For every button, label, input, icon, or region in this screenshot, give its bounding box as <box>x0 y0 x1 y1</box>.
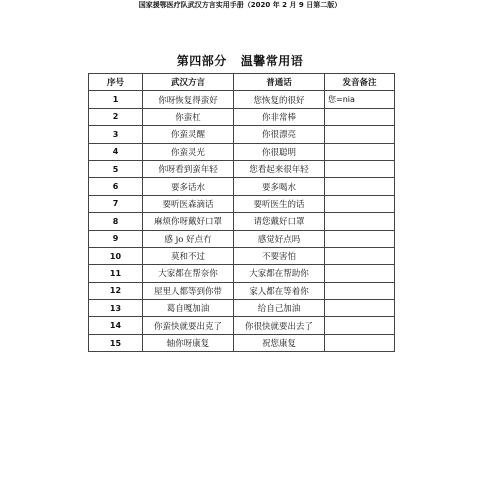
row-number: 11 <box>89 265 143 282</box>
row-number: 4 <box>89 143 143 160</box>
mandarin-cell: 您看起来很年轻 <box>234 160 325 177</box>
dialect-cell: 要多话水 <box>143 178 234 195</box>
header-mandarin: 普通话 <box>234 74 325 91</box>
table-row <box>89 108 395 125</box>
header-dialect: 武汉方言 <box>143 74 234 91</box>
mandarin-cell: 你很聪明 <box>234 143 325 160</box>
row-number: 1 <box>89 91 143 108</box>
table-row <box>89 230 395 247</box>
document-header: 国家援鄂医疗队武汉方言实用手册（2020 年 2 月 9 日第二版） <box>138 1 342 9</box>
table-row <box>89 91 395 108</box>
pronunciation-note-cell <box>325 108 395 125</box>
pronunciation-note-cell <box>325 178 395 195</box>
table-row <box>89 178 395 195</box>
mandarin-cell: 你很快就要出去了 <box>234 317 325 334</box>
dialect-cell: 你蛮杠 <box>143 108 234 125</box>
row-number: 5 <box>89 160 143 177</box>
mandarin-cell: 要听医生的话 <box>234 195 325 212</box>
pronunciation-note-cell <box>325 265 395 282</box>
table-row <box>89 195 395 212</box>
dialect-cell: 你蛮灵醒 <box>143 126 234 143</box>
pronunciation-note-cell <box>325 300 395 317</box>
pronunciation-note-cell <box>325 317 395 334</box>
row-number: 10 <box>89 247 143 264</box>
mandarin-cell: 感觉好点吗 <box>234 230 325 247</box>
dialect-cell: 你蛮快就要出克了 <box>143 317 234 334</box>
pronunciation-note-cell <box>325 143 395 160</box>
table-row <box>89 334 395 351</box>
dialect-cell: 你蛮灵光 <box>143 143 234 160</box>
table-row <box>89 213 395 230</box>
pronunciation-note-cell <box>325 282 395 299</box>
pronunciation-note-cell <box>325 247 395 264</box>
mandarin-cell: 给自己加油 <box>234 300 325 317</box>
dialect-cell: 感 jo 好点冇 <box>143 230 234 247</box>
dialect-cell: 你呀看到蛮年轻 <box>143 160 234 177</box>
dialect-cell: 葛自嘎加油 <box>143 300 234 317</box>
pronunciation-note-cell <box>325 126 395 143</box>
table-row <box>89 265 395 282</box>
table-row <box>89 126 395 143</box>
header-pronunciation-note: 发音备注 <box>325 74 395 91</box>
row-number: 9 <box>89 230 143 247</box>
table-row <box>89 160 395 177</box>
phrase-table <box>88 73 395 352</box>
section-name: 温馨常用语 <box>240 54 304 68</box>
table-header-row <box>89 74 395 91</box>
dialect-cell: 屋里人都等到你带 <box>143 282 234 299</box>
dialect-cell: 大家都在帮奈你 <box>143 265 234 282</box>
pronunciation-note-cell <box>325 334 395 351</box>
dialect-cell: 要听医森滴话 <box>143 195 234 212</box>
row-number: 15 <box>89 334 143 351</box>
mandarin-cell: 家人都在等着你 <box>234 282 325 299</box>
table-row <box>89 247 395 264</box>
row-number: 12 <box>89 282 143 299</box>
row-number: 3 <box>89 126 143 143</box>
pronunciation-note-cell <box>325 230 395 247</box>
section-title <box>0 52 480 69</box>
pronunciation-note-cell: 您=nia <box>325 91 395 108</box>
mandarin-cell: 祝您康复 <box>234 334 325 351</box>
dialect-cell: 你呀恢复得蛮好 <box>143 91 234 108</box>
row-number: 2 <box>89 108 143 125</box>
mandarin-cell: 大家都在帮助你 <box>234 265 325 282</box>
section-part: 第四部分 <box>176 54 227 68</box>
mandarin-cell: 要多喝水 <box>234 178 325 195</box>
row-number: 6 <box>89 178 143 195</box>
table-row <box>89 317 395 334</box>
row-number: 7 <box>89 195 143 212</box>
dialect-cell: 轴你呀康复 <box>143 334 234 351</box>
pronunciation-note-cell <box>325 160 395 177</box>
dialect-cell: 麻烦你呀戴好口罩 <box>143 213 234 230</box>
mandarin-cell: 不要害怕 <box>234 247 325 264</box>
mandarin-cell: 请您戴好口罩 <box>234 213 325 230</box>
table-row <box>89 300 395 317</box>
row-number: 13 <box>89 300 143 317</box>
table-row <box>89 143 395 160</box>
pronunciation-note-cell <box>325 213 395 230</box>
pronunciation-note-cell <box>325 195 395 212</box>
row-number: 8 <box>89 213 143 230</box>
mandarin-cell: 您恢复的很好 <box>234 91 325 108</box>
mandarin-cell: 你非常棒 <box>234 108 325 125</box>
header-number: 序号 <box>89 74 143 91</box>
row-number: 14 <box>89 317 143 334</box>
mandarin-cell: 你很漂亮 <box>234 126 325 143</box>
table-row <box>89 282 395 299</box>
dialect-cell: 莫和不过 <box>143 247 234 264</box>
